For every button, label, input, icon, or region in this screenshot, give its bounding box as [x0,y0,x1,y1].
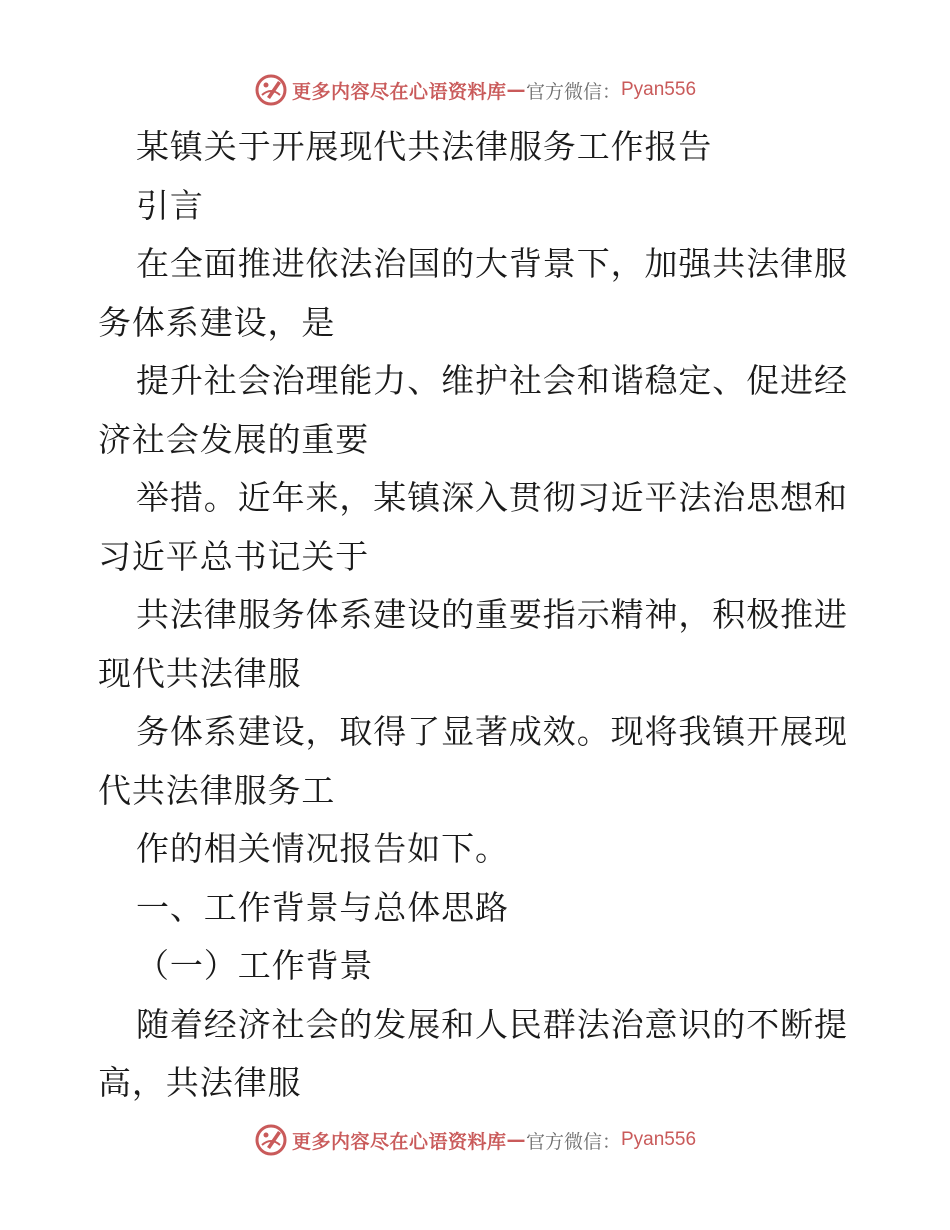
paragraph-line: 高，共法律服 [98,1063,302,1102]
paragraph-line: 举措。近年来，某镇深入贯彻习近平法治思想和 [136,478,848,517]
banner-slogan: 更多内容尽在心语资料库 [291,80,507,103]
book-pen-logo-icon [254,73,288,107]
banner-wechat-id: Pyan556 [621,1129,697,1150]
paragraph-line: 代共法律服务工 [98,770,336,810]
footer-banner [0,1120,950,1160]
banner-official-label: 官方微信： [525,1130,621,1153]
paragraph-line: 随着经济社会的发展和人民群法治意识的不断提 [136,1004,848,1044]
section-heading-1: 一、工作背景与总体思路 [136,887,509,927]
banner-separator: — [506,79,526,101]
paragraph-line: 作的相关情况报告如下。 [136,829,509,868]
banner-official-label: 官方微信： [525,80,621,103]
book-pen-logo-icon [254,1123,288,1157]
banner-separator: — [506,1129,526,1151]
header-banner [0,70,950,110]
document-title: 某镇关于开展现代共法律服务工作报告 [136,127,713,166]
paragraph-line: 共法律服务体系建设的重要指示精神，积极推进 [136,595,848,634]
paragraph-line: 提升社会治理能力、维护社会和谐稳定、促进经 [136,361,848,400]
paragraph-line: 务体系建设，取得了显著成效。现将我镇开展现 [136,712,848,751]
paragraph-line: 在全面推进依法治国的大背景下，加强共法律服 [136,244,848,283]
banner-wechat-id: Pyan556 [621,79,697,100]
document-body [98,118,858,1113]
paragraph-line: 济社会发展的重要 [98,419,370,459]
paragraph-line: 务体系建设，是 [98,302,336,342]
section-heading-intro: 引言 [136,185,204,225]
paragraph-line: 现代共法律服 [98,653,302,693]
paragraph-line: 习近平总书记关于 [98,536,370,576]
subsection-heading-1-1: （一）工作背景 [136,946,374,985]
banner-slogan: 更多内容尽在心语资料库 [291,1130,507,1153]
